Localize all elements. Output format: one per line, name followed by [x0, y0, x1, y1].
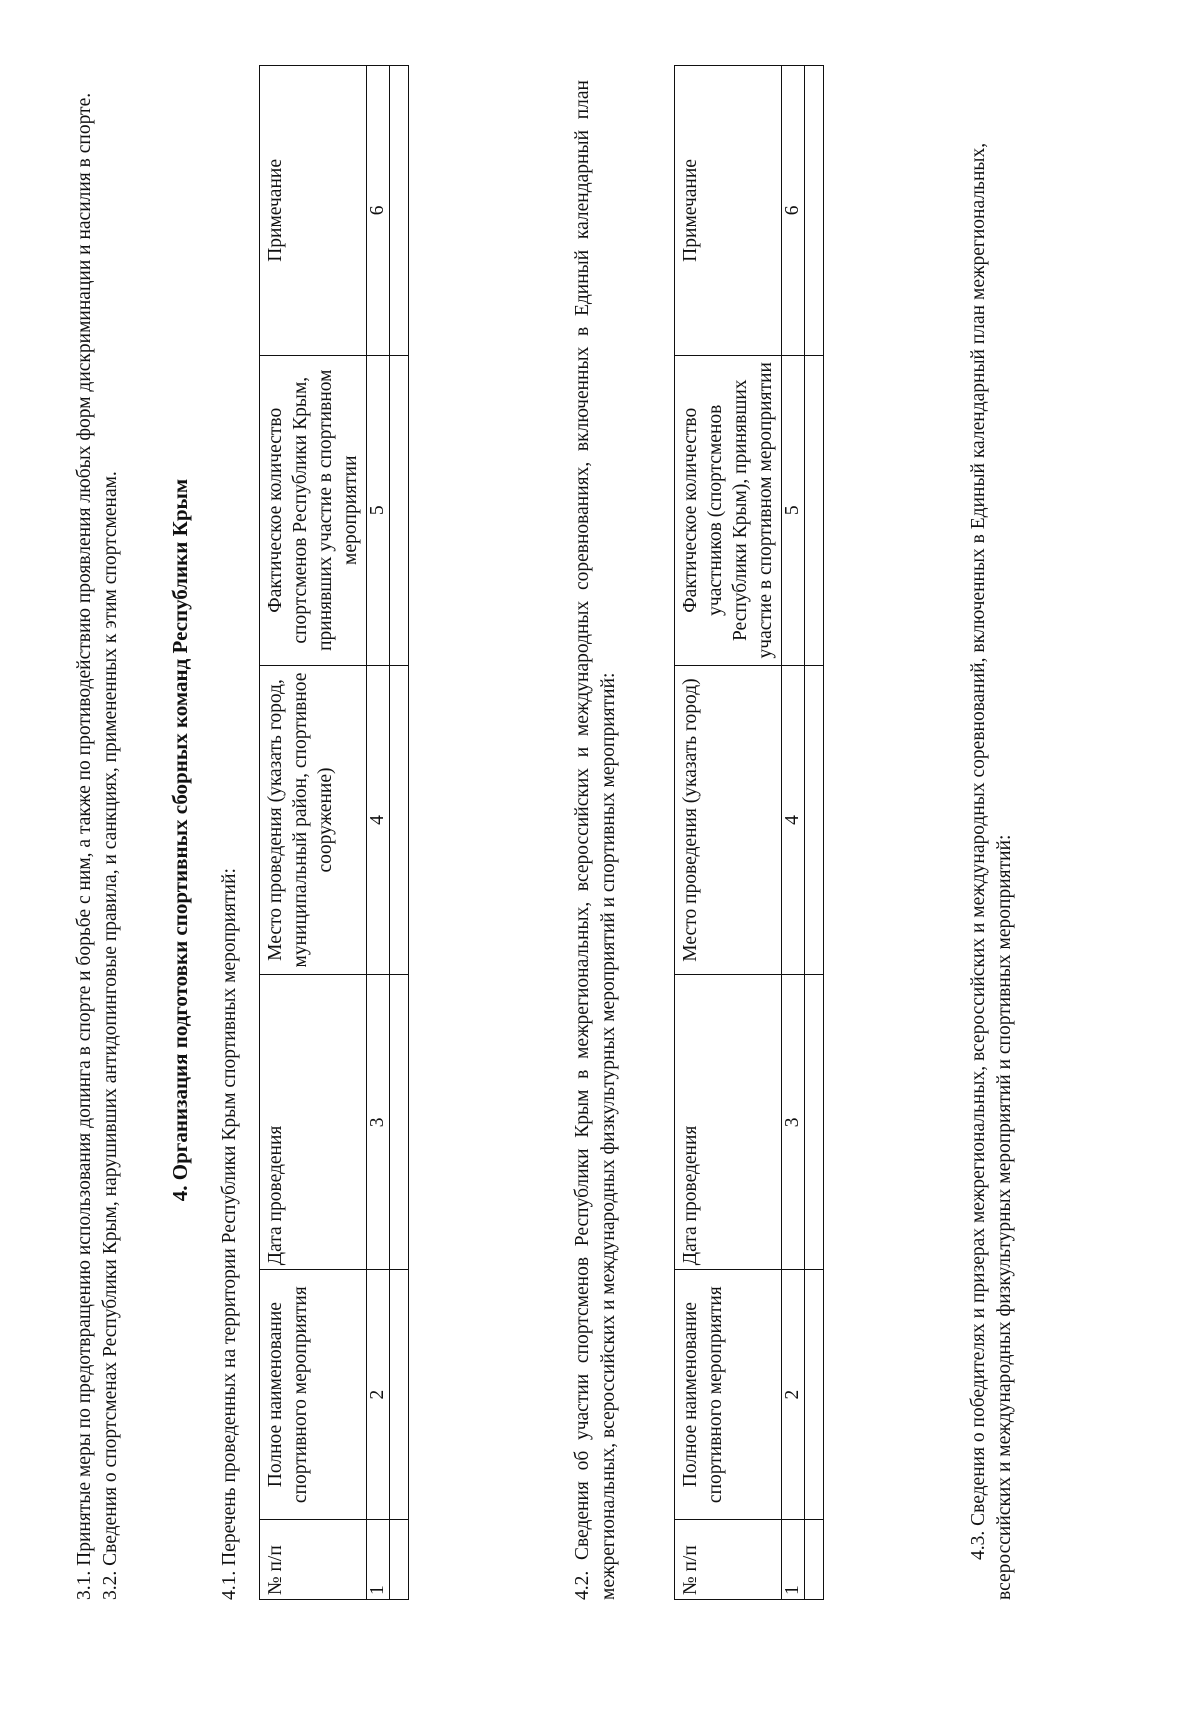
table-header-row: [675, 66, 782, 1600]
paragraph-4-1: 4.1. Перечень проведенных на территории Республики Крым спортивных мероприятий:: [219, 868, 240, 1600]
header-cell-event-name: Полное наименование спортивного мероприятия: [675, 1270, 782, 1520]
empty-cell: [390, 355, 409, 665]
table-number-row: [367, 66, 390, 1600]
empty-cell: [390, 665, 409, 975]
header-cell-event-name: Полное наименование спортивного мероприятия: [260, 1270, 367, 1520]
number-cell: 1: [367, 1520, 390, 1600]
table-header-row: [260, 66, 367, 1600]
number-cell: 5: [367, 355, 390, 665]
empty-cell: [390, 975, 409, 1270]
paragraph-4-3: 4.3. Сведения о победителях и призерах межрегиональных, всероссийских и международных соревнований, включенных в Единый календарный план межрегиональных, всероссийских и международных физкультурных мероприятий и спортивных мероприятий:: [968, 142, 1015, 1600]
empty-cell: [805, 355, 824, 665]
header-cell-location: Место проведения (указать город): [675, 665, 782, 975]
number-cell: 6: [367, 66, 390, 356]
empty-cell: [390, 1270, 409, 1520]
header-cell-participants: Фактическое количество спортсменов Республики Крым, принявших участие в спортивном мероприятии: [260, 355, 367, 665]
section-heading-4: 4. Организация подготовки спортивных сборных команд Республики Крым: [168, 478, 192, 1202]
header-cell-note: Примечание: [260, 66, 367, 356]
number-cell: 6: [782, 66, 805, 356]
number-cell: 4: [367, 665, 390, 975]
header-cell-location: Место проведения (указать город, муниципальный район, спортивное сооружение): [260, 665, 367, 975]
empty-cell: [805, 975, 824, 1270]
header-cell-note: Примечание: [675, 66, 782, 356]
number-cell: 4: [782, 665, 805, 975]
number-cell: 2: [782, 1270, 805, 1520]
paragraph-3-1: 3.1. Принятые меры по предотвращению использования допинга в спорте и борьбе с ним, а также по противодействию проявления любых форм дискриминации и насилия в спорте.: [74, 92, 95, 1600]
empty-cell: [805, 1520, 824, 1600]
header-cell-date: Дата проведения: [675, 975, 782, 1270]
number-cell: 1: [782, 1520, 805, 1600]
table-number-row: [782, 66, 805, 1600]
table-row: [805, 66, 824, 1600]
number-cell: 5: [782, 355, 805, 665]
paragraph-4-2: 4.2. Сведения об участии спортсменов Республики Крым в межрегиональных, всероссийских и международных соревнованиях, включенных в Единый календарный план межрегиональных, всероссийских и международных физкультурных мероприятий и спортивных мероприятий:: [572, 80, 619, 1600]
header-cell-number: № п/п: [260, 1520, 367, 1600]
header-cell-number: № п/п: [675, 1520, 782, 1600]
empty-cell: [390, 66, 409, 356]
table-competition-participation: [674, 65, 824, 1600]
empty-cell: [805, 66, 824, 356]
paragraph-3-2: 3.2. Сведения о спортсменах Республики Крым, нарушивших антидопинговые правила, и санкциях, примененных к этим спортсменам.: [100, 471, 121, 1600]
number-cell: 3: [782, 975, 805, 1270]
empty-cell: [805, 665, 824, 975]
number-cell: 2: [367, 1270, 390, 1520]
header-cell-date: Дата проведения: [260, 975, 367, 1270]
header-cell-participants: Фактическое количество участников (спортсменов Республики Крым), принявших участие в спортивном мероприятии: [675, 355, 782, 665]
empty-cell: [805, 1270, 824, 1520]
table-sports-events: [259, 65, 409, 1600]
number-cell: 3: [367, 975, 390, 1270]
empty-cell: [390, 1520, 409, 1600]
table-row: [390, 66, 409, 1600]
document-page: [64, 40, 1064, 1600]
